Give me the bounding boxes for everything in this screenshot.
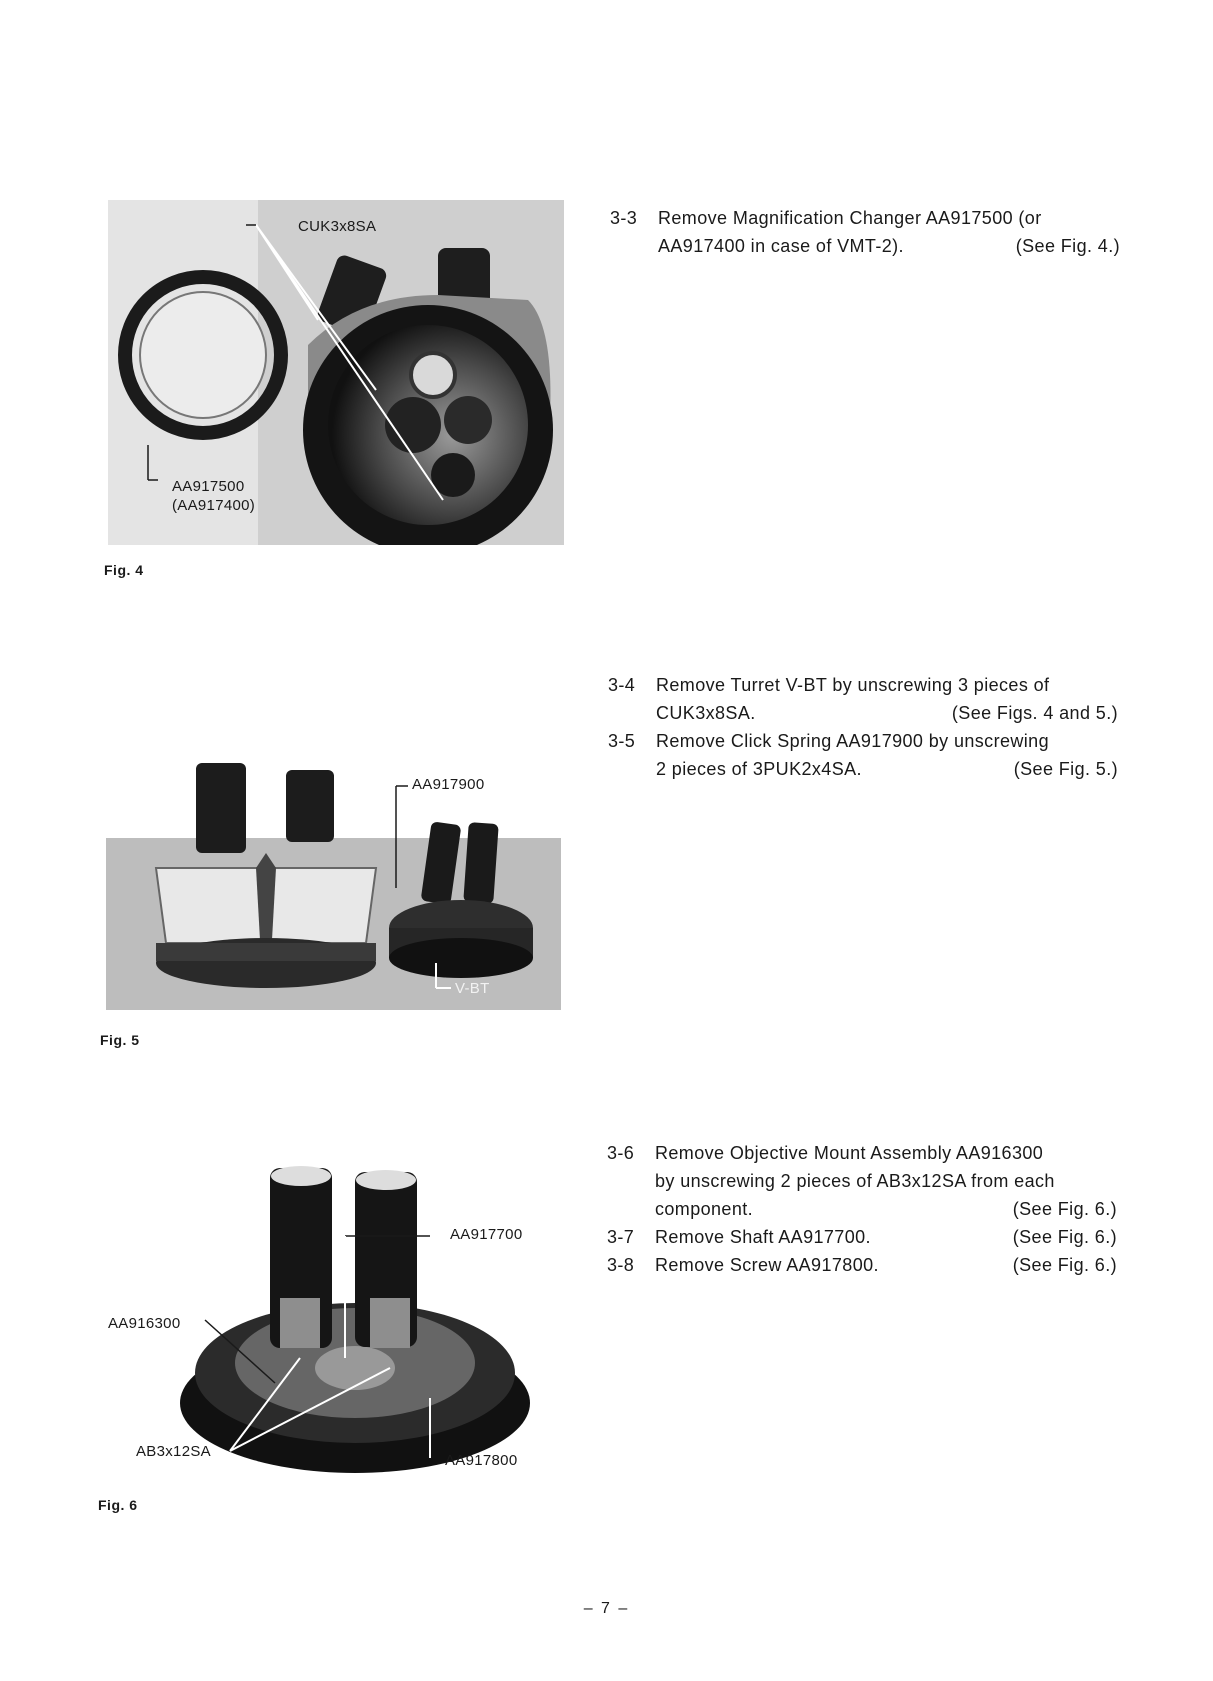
- step-text: [656, 727, 1118, 783]
- figure-reference: (See Fig. 6.): [1012, 1255, 1117, 1275]
- fig5-label: Fig. 5: [100, 1032, 140, 1048]
- step-text: [655, 1223, 1117, 1251]
- figure-reference: (See Fig. 6.): [1012, 1199, 1117, 1219]
- step-3-6: [607, 1139, 1117, 1223]
- step-line: by unscrewing 2 pieces of AB3x12SA from each: [655, 1171, 1055, 1191]
- figure-reference: (See Fig. 6.): [1012, 1227, 1117, 1247]
- step-line-text: Remove Shaft AA917700.: [655, 1227, 871, 1247]
- step-line: Remove Objective Mount Assembly AA916300: [655, 1143, 1044, 1163]
- step-line-text: Remove Screw AA917800.: [655, 1255, 879, 1275]
- step-line-text: AA917400 in case of VMT-2).: [658, 236, 904, 256]
- fig6-label: Fig. 6: [98, 1497, 138, 1513]
- step-3-3: [610, 204, 1120, 260]
- step-line-text: 2 pieces of 3PUK2x4SA.: [656, 759, 862, 779]
- step-line: Remove Turret V-BT by unscrewing 3 pieces of: [656, 675, 1050, 695]
- fig4-callout-cuk3x8sa: CUK3x8SA: [298, 218, 377, 235]
- step-number: 3-4: [608, 675, 636, 695]
- step-text: [655, 1139, 1117, 1223]
- step-text: [656, 671, 1118, 727]
- fig4-callout-aa917500: AA917500: [172, 478, 245, 495]
- fig6-callout-aa917800: AA917800: [445, 1452, 518, 1469]
- figure-reference: (See Fig. 5.): [1013, 759, 1118, 779]
- step-line-text: component.: [655, 1199, 754, 1219]
- step-number: 3-7: [607, 1227, 635, 1247]
- step-number: 3-6: [607, 1143, 635, 1163]
- step-3-5: [608, 727, 1118, 783]
- step-3-8: [607, 1251, 1117, 1279]
- step-text: [655, 1251, 1117, 1279]
- step-number: 3-5: [608, 731, 636, 751]
- step-number: 3-8: [607, 1255, 635, 1275]
- figure-reference: (See Figs. 4 and 5.): [951, 703, 1118, 723]
- figure-reference: (See Fig. 4.): [1015, 236, 1120, 256]
- step-number: 3-3: [610, 208, 638, 228]
- fig6-callout-aa916300: AA916300: [108, 1315, 181, 1332]
- page-number: – 7 –: [583, 1600, 630, 1617]
- step-line: [658, 232, 1120, 260]
- fig5-photo: [106, 758, 561, 1010]
- step-line: [656, 755, 1118, 783]
- fig4-callout-aa917400: (AA917400): [172, 497, 256, 514]
- step-line: [655, 1251, 1117, 1279]
- step-line: Remove Click Spring AA917900 by unscrewing: [656, 731, 1049, 751]
- fig4-label: Fig. 4: [104, 562, 144, 578]
- fig6-callout-aa917700: AA917700: [450, 1226, 523, 1243]
- step-line: Remove Magnification Changer AA917500 (or: [658, 208, 1042, 228]
- step-line: [655, 1195, 1117, 1223]
- step-3-4: [608, 671, 1118, 727]
- step-line: [655, 1223, 1117, 1251]
- step-3-7: [607, 1223, 1117, 1251]
- step-line-text: CUK3x8SA.: [656, 703, 756, 723]
- fig6-callout-ab3x12sa: AB3x12SA: [136, 1443, 211, 1460]
- step-text: [658, 204, 1120, 260]
- step-line: [656, 699, 1118, 727]
- fig5-callout-aa917900: AA917900: [412, 776, 485, 793]
- fig5-callout-v-bt: V-BT: [455, 980, 490, 997]
